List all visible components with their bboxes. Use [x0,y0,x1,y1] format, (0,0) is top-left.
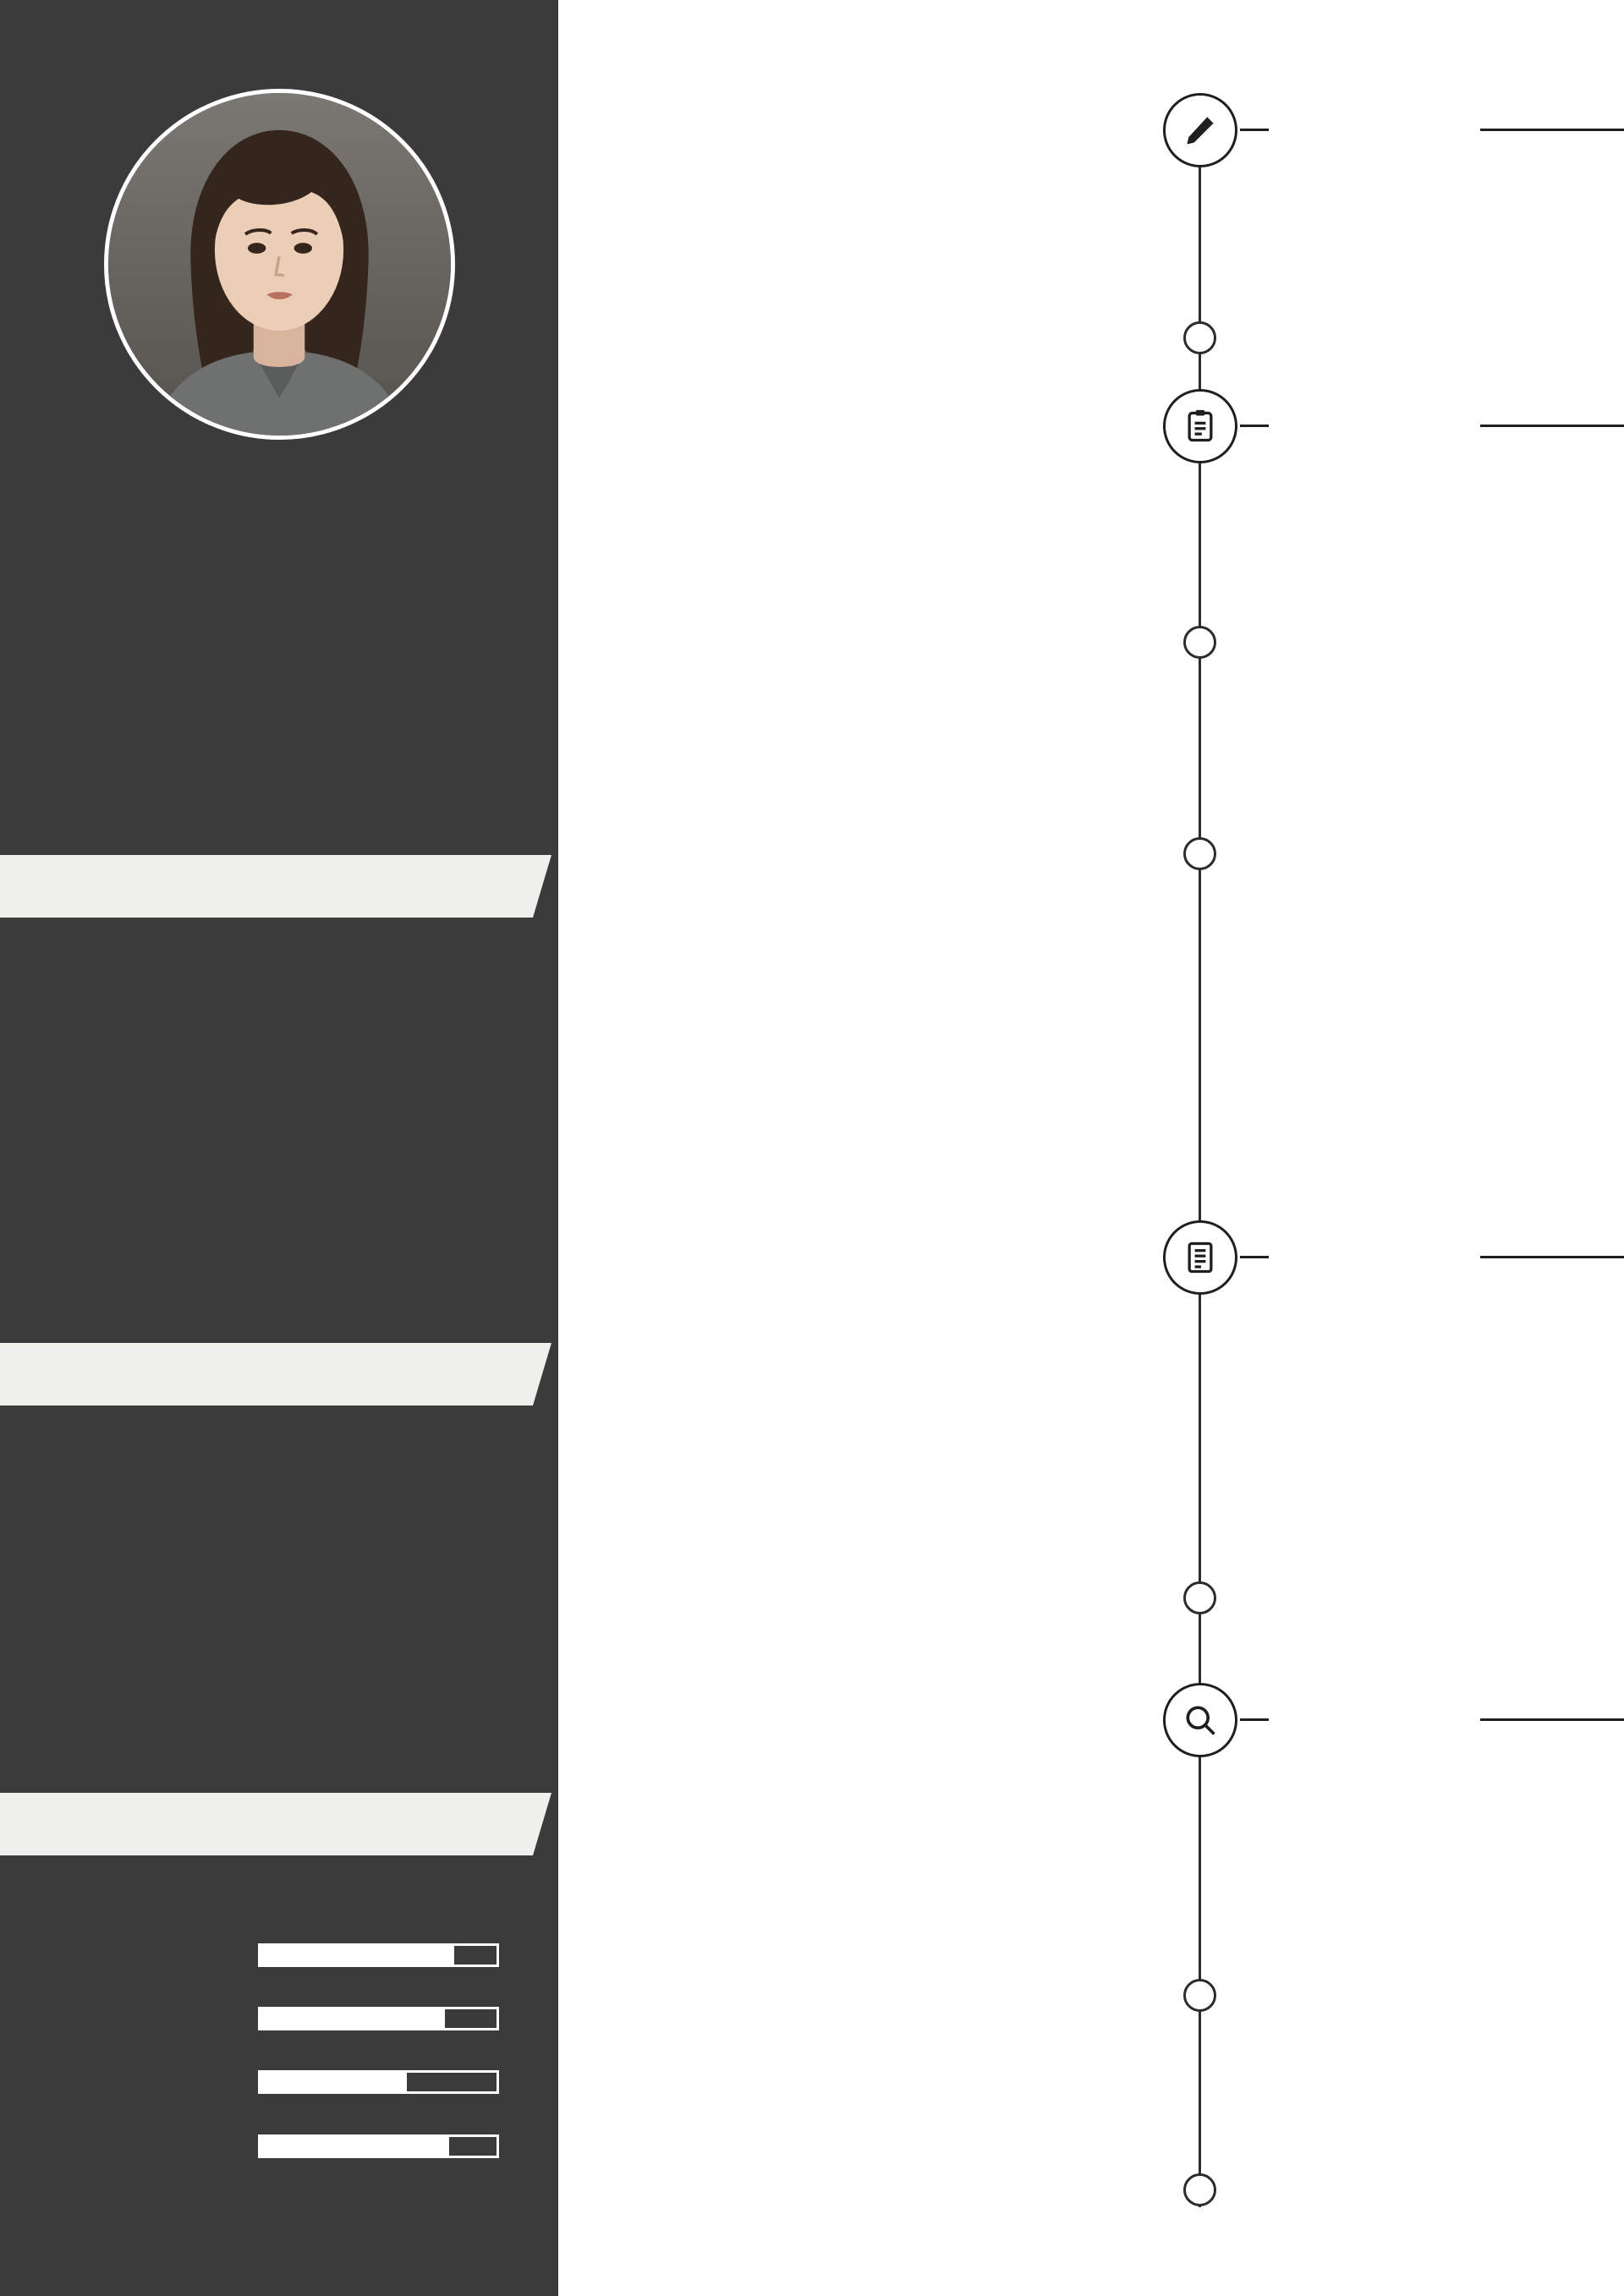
section-rule [1480,1718,1624,1721]
timeline-dot [1183,1979,1216,2012]
skill-row [47,2000,508,2037]
timeline-dot [1183,2173,1216,2206]
skill-bar [258,2007,499,2030]
skill-bar-fill [261,2137,449,2156]
internship-item-header [1250,865,1624,896]
timeline-dot [1183,837,1216,870]
section-header-skills [0,1793,533,1855]
main-content [558,0,1624,2296]
internship-item-header [1250,660,1624,691]
skill-row [47,1937,508,1974]
section-rule [1480,129,1624,131]
timeline-dot [1183,1581,1216,1614]
skill-row [47,2063,508,2101]
magnifier-icon [1163,1683,1237,1757]
section-header-certificates [0,1343,533,1406]
internship-item-header [1250,496,1624,528]
section-header-basic-info [0,855,533,918]
education-header [1250,1315,1624,1344]
section-rule [1480,1256,1624,1258]
section-connector [1240,425,1269,427]
skill-bar-fill [261,2073,407,2091]
timeline-dot [1183,321,1216,354]
section-connector [1240,129,1269,131]
skill-bar-fill [261,2009,445,2028]
clipboard-icon [1163,389,1237,463]
book-icon [1163,1220,1237,1295]
pen-icon [1163,93,1237,167]
skill-bar [258,2070,499,2094]
sidebar [0,0,558,2296]
skill-bar-fill [261,1946,454,1964]
section-connector [1240,1718,1269,1721]
avatar-photo [108,93,451,436]
skill-row [47,2128,508,2165]
skill-bar [258,1943,499,1967]
section-connector [1240,1256,1269,1258]
timeline-dot [1183,626,1216,659]
avatar [104,89,455,440]
section-rule [1480,425,1624,427]
skill-bar [258,2134,499,2158]
